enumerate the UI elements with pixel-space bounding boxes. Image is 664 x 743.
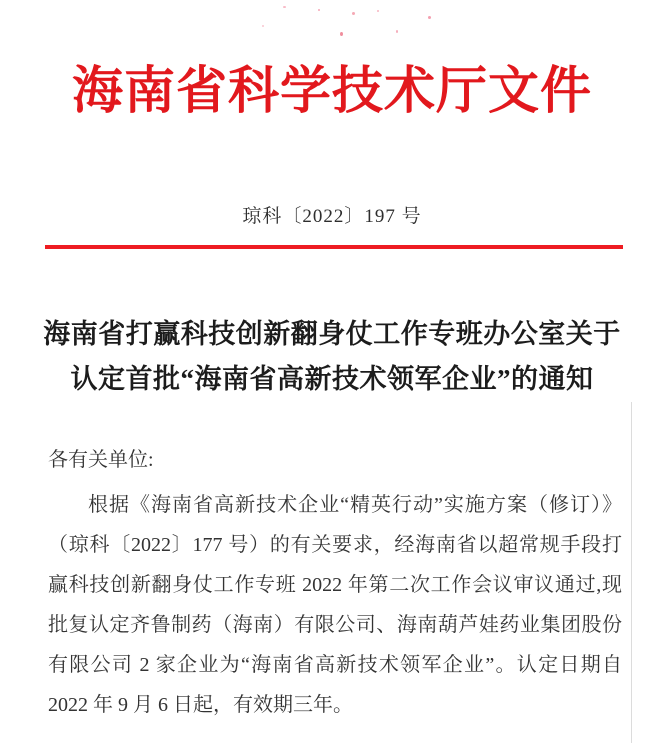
document-title-line2: 认定首批“海南省高新技术领军企业”的通知 xyxy=(70,364,594,394)
red-divider-rule xyxy=(45,245,623,249)
paragraph-line: 2022 年 9 月 6 日起，有效期三年。 xyxy=(48,694,353,716)
scan-speckle xyxy=(396,30,398,33)
paragraph-line: 批复认定齐鲁制药（海南）有限公司、海南葫芦娃药业集团股份 xyxy=(48,614,622,636)
salutation: 各有关单位: xyxy=(48,449,154,471)
paragraph-line: 有限公司 2 家企业为“海南省高新技术领军企业”。认定日期自 xyxy=(48,654,622,676)
paragraph-line: 根据《海南省高新技术企业“精英行动”实施方案（修订）》 xyxy=(88,494,622,516)
scan-speckle xyxy=(377,10,379,12)
scan-speckle xyxy=(283,6,286,8)
paragraph-line: （琼科〔2022〕177 号）的有关要求，经海南省以超常规手段打 xyxy=(48,534,622,556)
paragraph-line: 赢科技创新翻身仗工作专班 2022 年第二次工作会议审议通过,现 xyxy=(48,574,622,596)
document-title xyxy=(20,312,644,402)
scan-speckle xyxy=(262,25,264,27)
letterhead-agency-title: 海南省科学技术厅文件 xyxy=(71,64,592,120)
scan-speckle xyxy=(340,32,343,36)
scan-speckle xyxy=(318,9,320,11)
document-title-line1: 海南省打赢科技创新翻身仗工作专班办公室关于 xyxy=(43,319,621,349)
scan-speckle xyxy=(352,12,355,15)
document-body xyxy=(48,440,622,725)
document-number: 琼科〔2022〕197 号 xyxy=(242,206,422,227)
scan-speckle xyxy=(428,16,431,19)
scan-fold-line xyxy=(631,402,632,743)
